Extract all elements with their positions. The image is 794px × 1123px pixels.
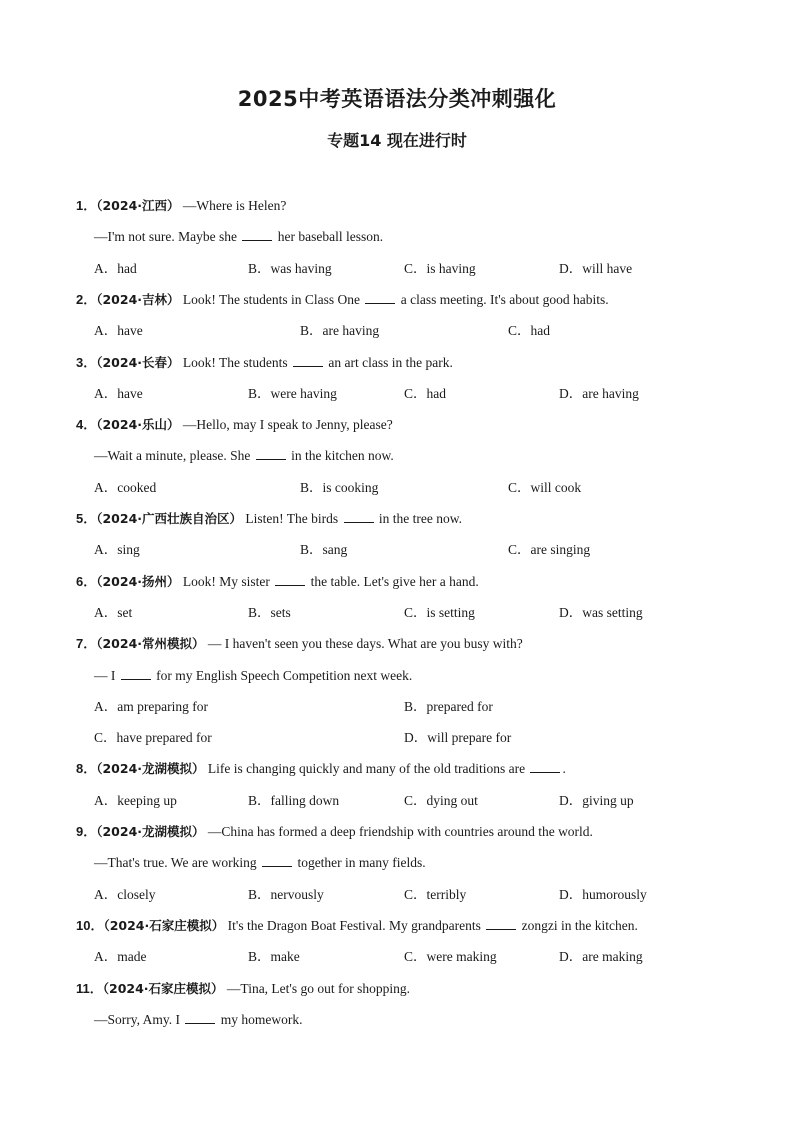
answer-option: C．is setting bbox=[404, 604, 475, 620]
question-number: 3． bbox=[76, 354, 97, 370]
answer-option: B．prepared for bbox=[404, 698, 493, 714]
question-text: —I'm not sure. Maybe she bbox=[94, 229, 241, 245]
answer-blank bbox=[486, 917, 516, 930]
answer-option: B．sets bbox=[248, 604, 291, 620]
question-number: 8． bbox=[76, 761, 97, 777]
question-source: （2024·龙湖模拟） bbox=[96, 761, 205, 777]
question-source: （2024·龙湖模拟） bbox=[96, 824, 205, 839]
answer-option: D．will prepare for bbox=[404, 730, 512, 746]
question-text: —Hello, may I speak to Jenny, please? bbox=[182, 417, 393, 433]
question-text: Look! My sister bbox=[182, 573, 274, 589]
question-source: （2024·江西） bbox=[96, 198, 180, 213]
question-source: （2024·广西壮族自治区） bbox=[96, 511, 243, 526]
answer-option: D．are making bbox=[559, 949, 643, 965]
answer-blank bbox=[365, 291, 395, 304]
question-text: Look! The students bbox=[182, 354, 292, 370]
question-line bbox=[76, 291, 609, 309]
answer-option: B．are having bbox=[300, 323, 380, 339]
answer-option: A．had bbox=[94, 260, 137, 276]
question-text: in the tree now. bbox=[375, 511, 462, 526]
question-number: 5． bbox=[76, 511, 97, 526]
question-number: 6． bbox=[76, 573, 97, 589]
answer-option: D．will have bbox=[559, 260, 633, 276]
question-line bbox=[94, 228, 383, 246]
answer-option: B．was having bbox=[248, 260, 332, 276]
question-source: （2024·石家庄模拟） bbox=[103, 917, 225, 933]
answer-option: A．am preparing for bbox=[94, 698, 208, 714]
question-number: 4． bbox=[76, 417, 97, 433]
question-text: my homework. bbox=[217, 1011, 303, 1027]
answer-option: C．were making bbox=[404, 949, 497, 965]
question-text: Listen! The birds bbox=[245, 511, 342, 526]
question-text: —That's true. We are working bbox=[94, 855, 261, 871]
question-text: . bbox=[562, 761, 566, 777]
question-text: a class meeting. It's about good habits. bbox=[397, 291, 609, 307]
answer-option: B．sang bbox=[300, 542, 348, 558]
answer-option: A．cooked bbox=[94, 479, 157, 495]
question-source: （2024·长春） bbox=[96, 354, 180, 370]
question-source: （2024·石家庄模拟） bbox=[102, 980, 224, 996]
answer-option: A．set bbox=[94, 604, 133, 620]
answer-blank bbox=[262, 854, 292, 867]
question-line bbox=[76, 416, 393, 434]
answer-option: A．made bbox=[94, 949, 147, 965]
answer-blank bbox=[121, 667, 151, 680]
answer-option: A．sing bbox=[94, 542, 140, 558]
question-text: — I bbox=[94, 667, 119, 683]
answer-blank bbox=[344, 510, 374, 523]
question-line bbox=[94, 1011, 303, 1029]
question-text: Life is changing quickly and many of the old traditions are bbox=[207, 761, 529, 777]
answer-option: B．is cooking bbox=[300, 479, 379, 495]
answer-option: C．have prepared for bbox=[94, 730, 212, 746]
question-text: her baseball lesson. bbox=[274, 229, 384, 245]
question-number: 1． bbox=[76, 198, 97, 213]
question-text: Look! The students in Class One bbox=[182, 291, 364, 307]
question-text: in the kitchen now. bbox=[287, 448, 394, 464]
question-source: （2024·乐山） bbox=[96, 417, 180, 433]
answer-option: C．had bbox=[404, 385, 446, 401]
answer-option: D．are having bbox=[559, 385, 639, 401]
question-number: 11． bbox=[76, 980, 103, 996]
question-number: 10． bbox=[76, 917, 104, 933]
answer-option: D．giving up bbox=[559, 792, 634, 808]
question-number: 9． bbox=[76, 824, 97, 839]
question-line bbox=[94, 854, 426, 872]
question-text: zongzi in the kitchen. bbox=[518, 917, 638, 933]
question-text: —Tina, Let's go out for shopping. bbox=[226, 980, 410, 996]
question-line bbox=[94, 667, 412, 685]
answer-option: C．are singing bbox=[508, 542, 591, 558]
answer-option: A．keeping up bbox=[94, 792, 177, 808]
answer-option: A．have bbox=[94, 323, 143, 339]
question-source: （2024·吉林） bbox=[96, 291, 180, 307]
question-source: （2024·扬州） bbox=[96, 573, 180, 589]
answer-option: B．falling down bbox=[248, 792, 340, 808]
question-number: 7． bbox=[76, 636, 97, 652]
question-line bbox=[76, 917, 638, 935]
answer-option: C．will cook bbox=[508, 479, 582, 495]
answer-blank bbox=[185, 1011, 215, 1024]
page-subtitle: 专题14 现在进行时 bbox=[327, 131, 467, 150]
question-text: —Where is Helen? bbox=[182, 198, 287, 213]
question-line bbox=[76, 635, 523, 653]
question-text: —Sorry, Amy. I bbox=[94, 1011, 184, 1027]
question-line bbox=[76, 760, 566, 778]
answer-blank bbox=[242, 228, 272, 241]
question-source: （2024·常州模拟） bbox=[96, 636, 205, 652]
question-text: the table. Let's give her a hand. bbox=[307, 573, 479, 589]
question-line bbox=[76, 510, 462, 528]
answer-option: C．dying out bbox=[404, 792, 478, 808]
answer-blank bbox=[530, 760, 560, 773]
question-text: for my English Speech Competition next week. bbox=[152, 667, 413, 683]
answer-blank bbox=[275, 573, 305, 586]
answer-option: B．make bbox=[248, 949, 300, 965]
question-text: together in many fields. bbox=[294, 855, 426, 871]
answer-option: C．terribly bbox=[404, 886, 467, 902]
question-line bbox=[76, 980, 410, 998]
question-line bbox=[76, 354, 453, 372]
answer-option: A．closely bbox=[94, 886, 156, 902]
answer-option: B．were having bbox=[248, 385, 337, 401]
answer-option: D．humorously bbox=[559, 886, 647, 902]
answer-option: D．was setting bbox=[559, 604, 643, 620]
answer-blank bbox=[293, 354, 323, 367]
question-text: It's the Dragon Boat Festival. My grandparents bbox=[227, 917, 485, 933]
question-line bbox=[76, 197, 286, 215]
question-number: 2． bbox=[76, 291, 97, 307]
answer-option: C．had bbox=[508, 323, 550, 339]
question-line bbox=[76, 823, 593, 841]
answer-option: A．have bbox=[94, 385, 143, 401]
answer-option: C．is having bbox=[404, 260, 476, 276]
question-line bbox=[94, 447, 394, 465]
question-text: —Wait a minute, please. She bbox=[94, 448, 254, 464]
page-title: 2025中考英语语法分类冲刺强化 bbox=[237, 87, 557, 111]
question-line bbox=[76, 573, 479, 591]
answer-option: B．nervously bbox=[248, 886, 324, 902]
answer-blank bbox=[256, 447, 286, 460]
question-text: — I haven't seen you these days. What are you busy with? bbox=[207, 636, 523, 652]
question-text: an art class in the park. bbox=[325, 354, 453, 370]
question-text: —China has formed a deep friendship with countries around the world. bbox=[207, 824, 593, 839]
